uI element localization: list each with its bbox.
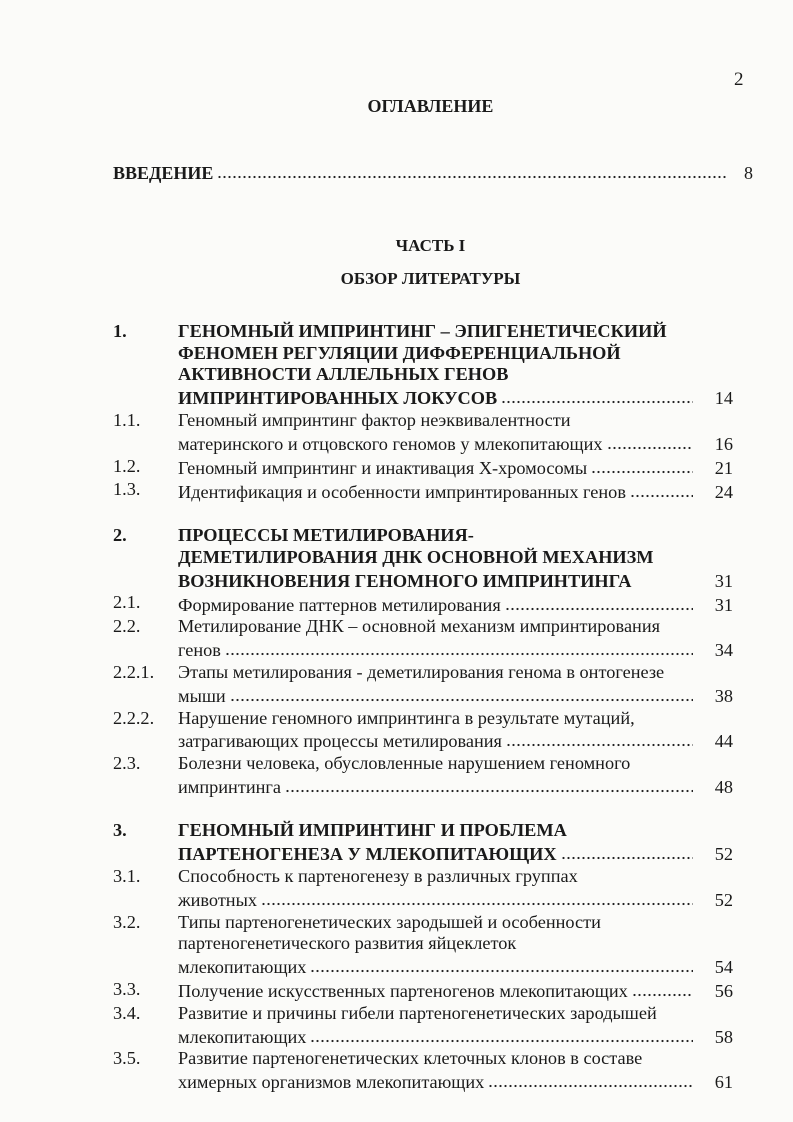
toc-entry[interactable] — [113, 753, 733, 799]
toc-entry-page: 48 — [714, 777, 733, 798]
toc-entry-number: 3.4. — [113, 1002, 141, 1023]
toc-entry-number: 1. — [113, 321, 127, 341]
toc-entry-title-line: ГЕНОМНЫЙ ИМПРИНТИНГ – ЭПИГЕНЕТИЧЕСКИИЙ — [178, 321, 667, 341]
toc-entry-page: 61 — [714, 1072, 733, 1093]
toc-entry-title-line: млекопитающих — [178, 957, 307, 978]
dot-leader — [310, 1024, 693, 1042]
toc-entry-title-line: Типы партеногенетических зародышей и особенности — [178, 911, 601, 932]
dot-leader — [488, 1070, 693, 1088]
toc-entry[interactable] — [113, 662, 733, 708]
toc-entry-number: 1.3. — [113, 479, 141, 500]
toc-entry-number: 2.1. — [113, 592, 141, 613]
toc-entry-title-line: Развитие партеногенетических клеточных клонов в составе — [178, 1048, 643, 1069]
toc-entry-page: 58 — [714, 1026, 733, 1047]
toc-entry[interactable] — [113, 912, 733, 979]
toc-entry-page: 52 — [714, 844, 733, 865]
dot-leader — [630, 479, 693, 497]
dot-leader — [285, 775, 693, 793]
toc-entry-page: 16 — [714, 433, 733, 454]
toc-entry[interactable] — [113, 708, 733, 754]
dot-leader — [607, 432, 693, 450]
toc-entry-page: 34 — [714, 640, 733, 661]
toc-entry-introduction[interactable] — [113, 161, 753, 184]
toc-entry-page: 56 — [714, 981, 733, 1002]
toc-entry-title-line: АКТИВНОСТИ АЛЛЕЛЬНЫХ ГЕНОВ — [178, 364, 509, 385]
toc-entry[interactable] — [113, 616, 733, 662]
toc-entry-title-line: материнского и отцовского геномов у млекопитающих — [178, 433, 603, 454]
dot-leader — [506, 729, 693, 747]
toc-entry-number: 2.2.2. — [113, 707, 155, 728]
toc-entry-title-line: ПАРТЕНОГЕНЕЗА У МЛЕКОПИТАЮЩИХ — [178, 844, 557, 865]
toc-entry[interactable] — [113, 866, 733, 912]
dot-leader — [632, 979, 693, 997]
dot-leader — [230, 684, 693, 702]
toc-entry-title-line: Нарушение геномного импринтинга в результате мутаций, — [178, 707, 635, 728]
toc-entry-number: 1.1. — [113, 409, 141, 430]
page-title: ОГЛАВЛЕНИЕ — [367, 96, 494, 116]
toc-entry[interactable] — [113, 456, 733, 480]
toc-entry-title-line: ГЕНОМНЫЙ ИМПРИНТИНГ И ПРОБЛЕМА — [178, 820, 567, 841]
toc-entry[interactable] — [113, 321, 733, 410]
toc-entry-title-line: животных — [178, 889, 258, 910]
toc-entry-title-line: Метилирование ДНК – основной механизм импринтирования — [178, 616, 661, 637]
toc-entry-title-line: Получение искусственных партеногенов млекопитающих — [178, 981, 628, 1002]
toc-entry-number: 1.2. — [113, 455, 141, 476]
toc-entry-title-line: Способность к партеногенезу в различных группах — [178, 865, 578, 886]
toc-entry-page: 24 — [714, 481, 733, 502]
dot-leader — [217, 161, 727, 179]
toc-entry-title-line: ФЕНОМЕН РЕГУЛЯЦИИ ДИФФЕРЕНЦИАЛЬНОЙ — [178, 342, 621, 363]
toc-entry-title-line: мыши — [178, 685, 226, 706]
toc-entry-number: 3.5. — [113, 1048, 141, 1069]
toc-entry-title-line: млекопитающих — [178, 1026, 307, 1047]
toc-entry-title-line: затрагивающих процессы метилирования — [178, 731, 502, 752]
toc-entry-number: 2.2.1. — [113, 661, 155, 682]
dot-leader — [501, 386, 693, 404]
toc-entry[interactable] — [113, 979, 733, 1003]
table-of-contents — [113, 321, 733, 1094]
toc-entry[interactable] — [113, 479, 733, 503]
toc-entry-title-line: Болезни человека, обусловленные нарушением геномного — [178, 753, 631, 774]
toc-entry-page: 31 — [714, 594, 733, 615]
toc-entry-title-line: Этапы метилирования - деметилирования генома в онтогенезе — [178, 661, 665, 682]
page-number: 2 — [734, 69, 744, 90]
toc-entry[interactable] — [113, 1048, 733, 1094]
toc-entry-title-line: генов — [178, 640, 221, 661]
toc-entry-page: 54 — [714, 957, 733, 978]
toc-entry-page: 38 — [714, 685, 733, 706]
toc-entry-title-line: химерных организмов млекопитающих — [178, 1072, 485, 1093]
toc-entry-page: 44 — [714, 731, 733, 752]
toc-entry-title-line: Развитие и причины гибели партеногенетических зародышей — [178, 1002, 657, 1023]
toc-entry[interactable] — [113, 592, 733, 616]
part-heading: ЧАСТЬ I — [395, 236, 466, 255]
toc-entry-label: ВВЕДЕНИЕ — [113, 163, 214, 183]
toc-entry-title-line: ПРОЦЕССЫ МЕТИЛИРОВАНИЯ- — [178, 525, 474, 546]
toc-entry[interactable] — [113, 525, 733, 592]
toc-entry-title-line: партеногенетического развития яйцеклеток — [178, 933, 517, 954]
toc-entry-page: 21 — [714, 457, 733, 478]
toc-entry-title-line: ВОЗНИКНОВЕНИЯ ГЕНОМНОГО ИМПРИНТИНГА — [178, 570, 632, 591]
toc-entry-number: 3.1. — [113, 865, 141, 886]
toc-entry-title-line: Формирование паттернов метилирования — [178, 594, 501, 615]
toc-entry-number: 2.3. — [113, 753, 141, 774]
toc-entry-page: 31 — [714, 570, 733, 591]
toc-entry-number: 2.2. — [113, 616, 141, 637]
toc-entry[interactable] — [113, 1003, 733, 1049]
dot-leader — [505, 592, 693, 610]
toc-entry-title-line: ИМПРИНТИРОВАННЫХ ЛОКУСОВ — [178, 388, 498, 409]
toc-entry[interactable] — [113, 820, 733, 866]
toc-entry-page: 52 — [714, 889, 733, 910]
toc-entry-number: 3.2. — [113, 911, 141, 932]
toc-entry-page: 14 — [714, 388, 733, 409]
toc-entry-number: 2. — [113, 525, 127, 546]
toc-entry-number: 3. — [113, 820, 127, 841]
dot-leader — [561, 842, 693, 860]
toc-entry-title-line: Геномный импринтинг и инактивация Х-хромосомы — [178, 457, 588, 478]
toc-entry[interactable] — [113, 410, 733, 456]
part-subtitle: ОБЗОР ЛИТЕРАТУРЫ — [340, 269, 521, 288]
dot-leader — [225, 638, 693, 656]
toc-entry-number: 3.3. — [113, 978, 141, 999]
toc-entry-title-line: ДЕМЕТИЛИРОВАНИЯ ДНК ОСНОВНОЙ МЕХАНИЗМ — [178, 546, 654, 567]
toc-entry-page: 8 — [744, 163, 753, 183]
toc-entry-title-line: импринтинга — [178, 777, 282, 798]
toc-entry-title-line: Геномный импринтинг фактор неэквивалентности — [178, 409, 571, 430]
dot-leader — [310, 955, 693, 973]
dot-leader — [591, 456, 693, 474]
toc-entry-title-line: Идентификация и особенности импринтированных генов — [178, 481, 626, 502]
dot-leader — [261, 888, 693, 906]
